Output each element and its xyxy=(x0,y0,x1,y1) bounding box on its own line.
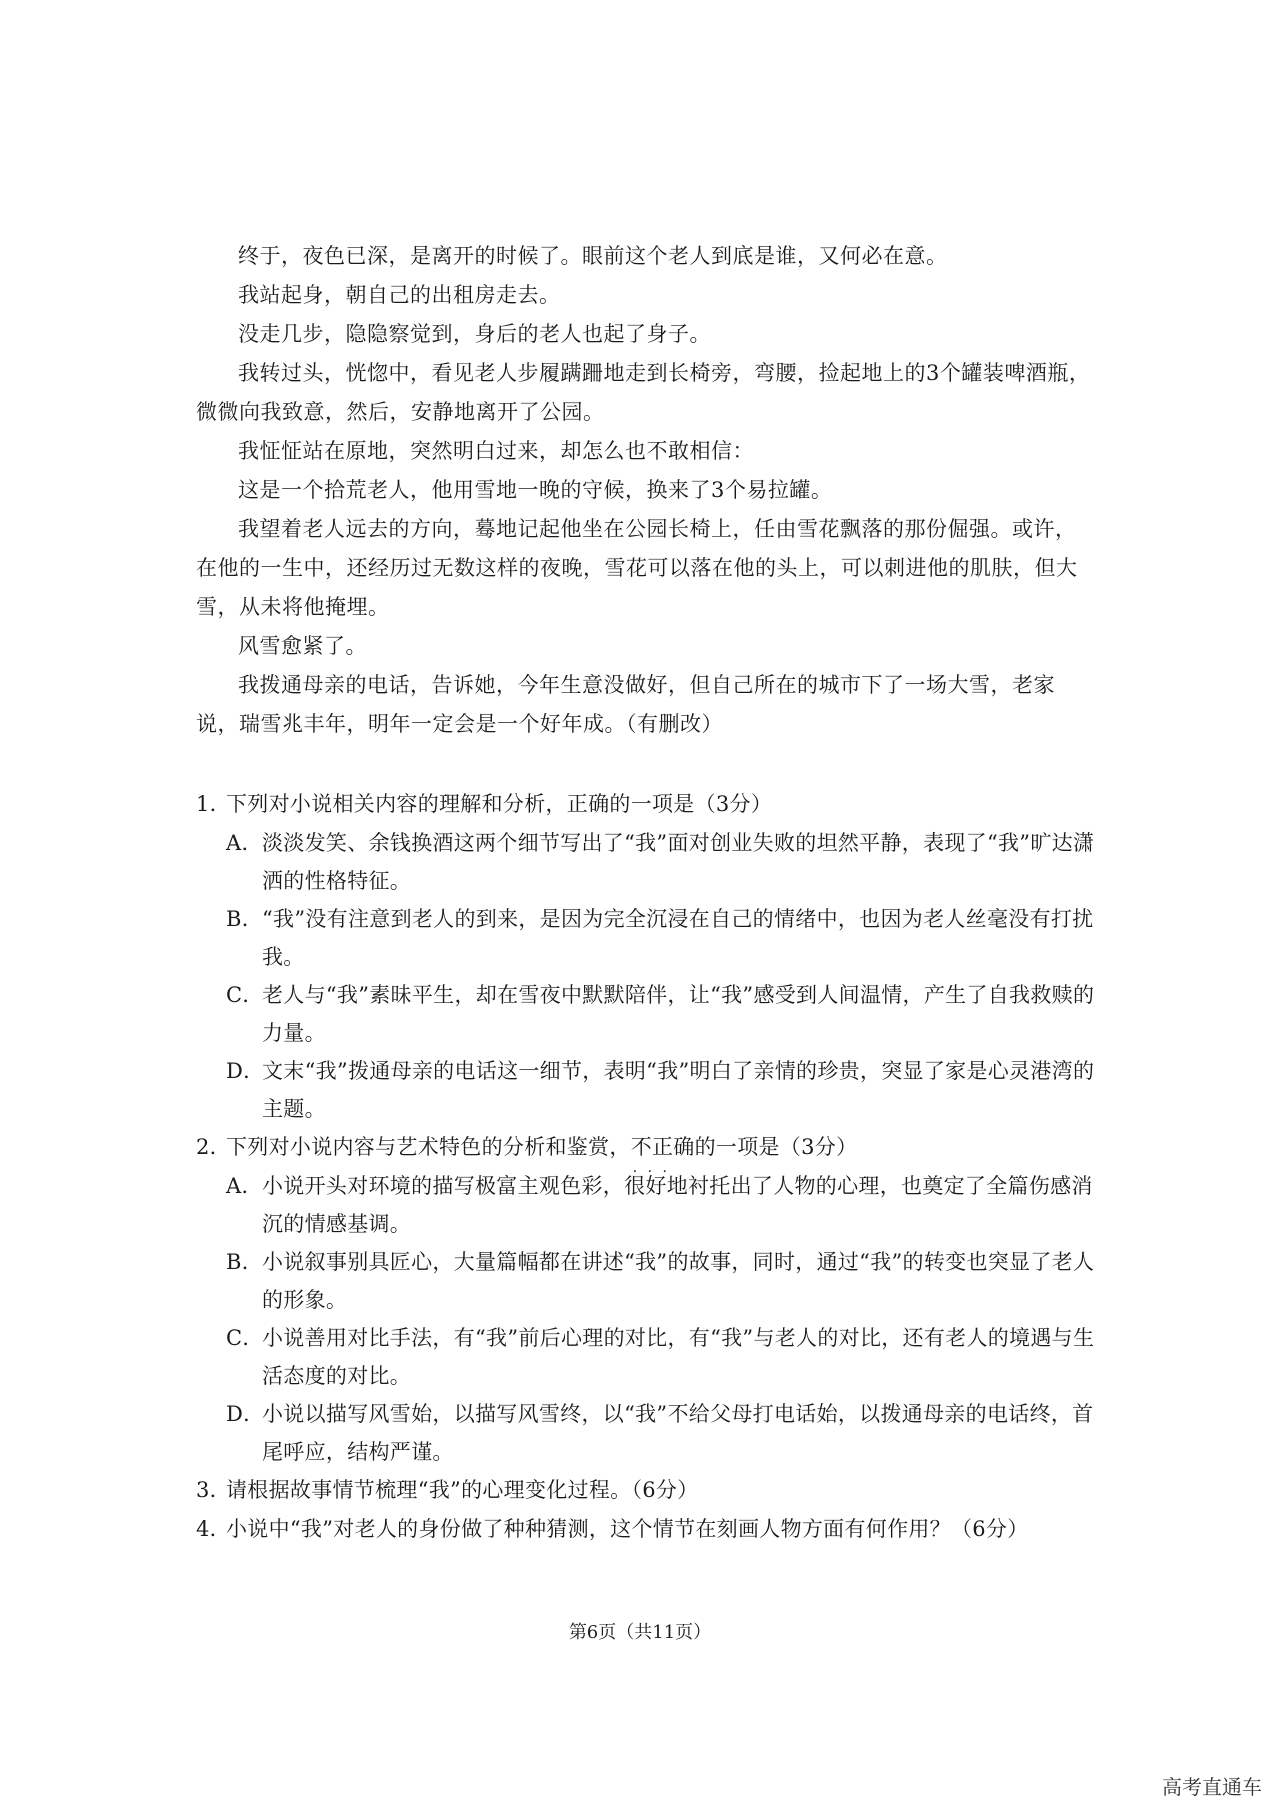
question-text: 小说中“我”对老人的身份做了种种猜测，这个情节在刻画人物方面有何作用？（6分） xyxy=(226,1517,1029,1541)
paragraph: 我望着老人远去的方向，蓦地记起他坐在公园长椅上，任由雪花飘落的那份倔强。或许，在他的一生中，还经历过无数这样的夜晚，雪花可以落在他的头上，可以刺进他的肌肤，但大雪，从未将他掩埋。 xyxy=(196,517,1078,619)
option-letter: A． xyxy=(226,1174,263,1198)
option-letter: D． xyxy=(226,1059,265,1083)
paragraph: 我拨通母亲的电话，告诉她，今年生意没做好，但自己所在的城市下了一场大雪，老家说，瑞雪兆丰年，明年一定会是一个好年成。（有删改） xyxy=(196,673,1055,736)
watermark: 高考直通车 xyxy=(1162,1775,1262,1799)
q1-option-c xyxy=(226,976,1096,1052)
paragraph: 我转过头，恍惚中，看见老人步履蹒跚地走到长椅旁，弯腰，捡起地上的3个罐装啤酒瓶，微微向我致意，然后，安静地离开了公园。 xyxy=(196,361,1091,424)
option-letter: B． xyxy=(226,907,264,931)
option-letter: B． xyxy=(226,1250,264,1274)
option-text: 文末“我”拨通母亲的电话这一细节，表明“我”明白了亲情的珍贵，突显了家是心灵港湾的主题。 xyxy=(262,1059,1095,1121)
question-number: 1． xyxy=(196,792,231,816)
q2-option-c xyxy=(226,1319,1096,1395)
option-text: 小说以描写风雪始，以描写风雪终，以“我”不给父母打电话始，以拨通母亲的电话终，首尾呼应，结构严谨。 xyxy=(262,1402,1094,1464)
q2-option-b xyxy=(226,1243,1096,1319)
option-text: 小说开头对环境的描写极富主观色彩，很好地衬托出了人物的心理，也奠定了全篇伤感消沉的情感基调。 xyxy=(262,1174,1093,1236)
question-number: 2． xyxy=(196,1135,231,1159)
option-text: 小说善用对比手法，有“我”前后心理的对比，有“我”与老人的对比，还有老人的境遇与生活态度的对比。 xyxy=(262,1326,1095,1388)
question-number: 3． xyxy=(196,1478,231,1502)
paragraph: 我站起身，朝自己的出租房走去。 xyxy=(238,283,561,307)
q1-option-d xyxy=(226,1052,1096,1128)
option-letter: C． xyxy=(226,983,264,1007)
question-text: 下列对小说相关内容的理解和分析，正确的一项是（3分） xyxy=(226,792,773,816)
option-letter: C． xyxy=(226,1326,264,1350)
paragraph: 风雪愈紧了。 xyxy=(238,634,367,658)
page-footer: 第6页（共11页） xyxy=(568,1622,712,1643)
paragraph: 我怔怔站在原地，突然明白过来，却怎么也不敢相信： xyxy=(238,439,754,463)
q1-option-a xyxy=(226,824,1096,900)
option-text: 淡淡发笑、余钱换酒这两个细节写出了“我”面对创业失败的坦然平静，表现了“我”旷达潇洒的性格特征。 xyxy=(262,831,1095,893)
option-text: 小说叙事别具匠心，大量篇幅都在讲述“我”的故事，同时，通过“我”的转变也突显了老人的形象。 xyxy=(262,1250,1095,1312)
question-number: 4． xyxy=(196,1517,231,1541)
q1-option-b xyxy=(226,900,1096,976)
question-4 xyxy=(196,1510,1096,1549)
option-letter: A． xyxy=(226,831,263,855)
option-text: 老人与“我”素昧平生，却在雪夜中默默陪伴，让“我”感受到人间温情，产生了自我救赎的力量。 xyxy=(262,983,1095,1045)
option-text: “我”没有注意到老人的到来，是因为完全沉浸在自己的情绪中，也因为老人丝毫没有打扰我。 xyxy=(262,907,1094,969)
emphasis-text: 不正确 · · · xyxy=(631,1135,695,1159)
q2-option-d xyxy=(226,1395,1096,1471)
story-passage xyxy=(196,237,1096,744)
paragraph: 终于，夜色已深，是离开的时候了。眼前这个老人到底是谁，又何必在意。 xyxy=(238,244,948,268)
questions-section xyxy=(196,785,1096,1549)
question-text: 下列对小说内容与艺术特色的分析和鉴赏， xyxy=(226,1135,631,1159)
question-2 xyxy=(196,1128,1096,1167)
paragraph: 这是一个拾荒老人，他用雪地一晚的守候，换来了3个易拉罐。 xyxy=(238,478,833,502)
question-text: 的一项是（3分） xyxy=(694,1135,858,1159)
question-text: 请根据故事情节梳理“我”的心理变化过程。（6分） xyxy=(226,1478,699,1502)
question-3 xyxy=(196,1471,1096,1510)
option-letter: D． xyxy=(226,1402,265,1426)
question-1 xyxy=(196,785,1096,824)
paragraph: 没走几步，隐隐察觉到，身后的老人也起了身子。 xyxy=(238,322,711,346)
